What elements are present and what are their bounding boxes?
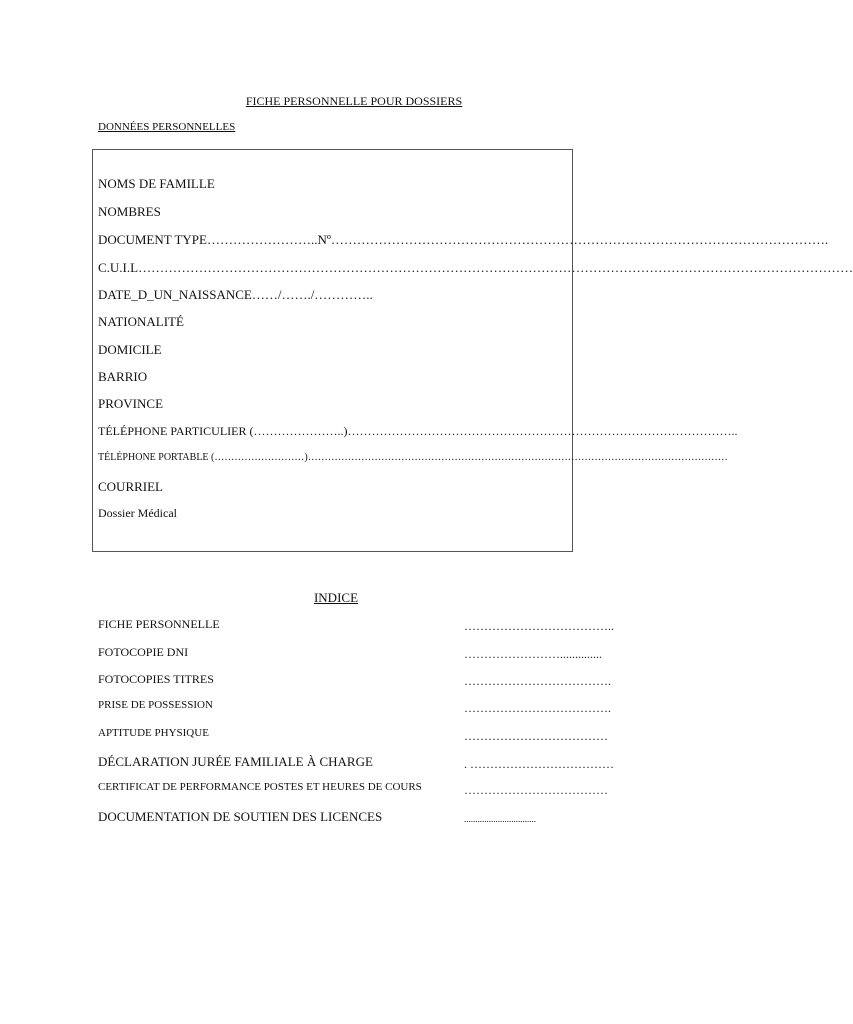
field-province: PROVINCE [98, 396, 164, 411]
field-home-phone: TÉLÉPHONE PARTICULIER (…………………..)…………………………………………………………………………………….. [98, 424, 738, 438]
field-email: COURRIEL [98, 479, 163, 494]
field-document-type: DOCUMENT TYPE……………………..Nº……………………………………………………………………………………………………. [98, 232, 829, 247]
field-district: BARRIO [98, 369, 148, 384]
index-item-dots: ………………………………. [464, 701, 611, 715]
index-item-label: APTITUDE PHYSIQUE [98, 727, 209, 739]
index-item-dots: ................................ [464, 814, 536, 824]
field-last-name: NOMS DE FAMILLE [98, 176, 215, 191]
index-item-label: DOCUMENTATION DE SOUTIEN DES LICENCES [98, 809, 383, 824]
field-address: DOMICILE [98, 342, 162, 357]
index-item-label: DÉCLARATION JURÉE FAMILIALE À CHARGE [98, 754, 373, 769]
index-item-label: CERTIFICAT DE PERFORMANCE POSTES ET HEURES DE COURS [98, 781, 422, 793]
index-item-dots: . ……………………………… [464, 757, 614, 771]
index-item-dots: …………………….............. [464, 647, 602, 661]
field-cuil: C.U.I.L………………………………………………………………………………………………………………………………………………… [98, 260, 853, 275]
index-item-dots: ……………………………… [464, 783, 608, 797]
field-medical-record: Dossier Médical [98, 506, 177, 520]
index-title: INDICE [313, 590, 359, 605]
field-first-names: NOMBRES [98, 204, 161, 219]
index-item-label: FOTOCOPIES TITRES [98, 672, 214, 686]
personal-data-box [92, 149, 573, 552]
section-label: DONNÉES PERSONNELLES [98, 121, 236, 133]
index-item-label: FOTOCOPIE DNI [98, 645, 189, 659]
index-item-dots: ……………………………….. [464, 619, 614, 633]
index-item-label: PRISE DE POSSESSION [98, 699, 213, 711]
field-mobile-phone: TÉLÉPHONE PORTABLE (………………………)……………………………………………………………………………………………………………… [98, 452, 728, 463]
index-item-dots: ………………………………. [464, 674, 611, 688]
index-item-dots: ……………………………… [464, 729, 608, 743]
field-nationality: NATIONALITÉ [98, 314, 184, 329]
document-title: FICHE PERSONNELLE POUR DOSSIERS [245, 94, 463, 108]
field-birth-date: DATE_D_UN_NAISSANCE……/……./………….. [98, 287, 373, 302]
index-item-label: FICHE PERSONNELLE [98, 617, 220, 631]
